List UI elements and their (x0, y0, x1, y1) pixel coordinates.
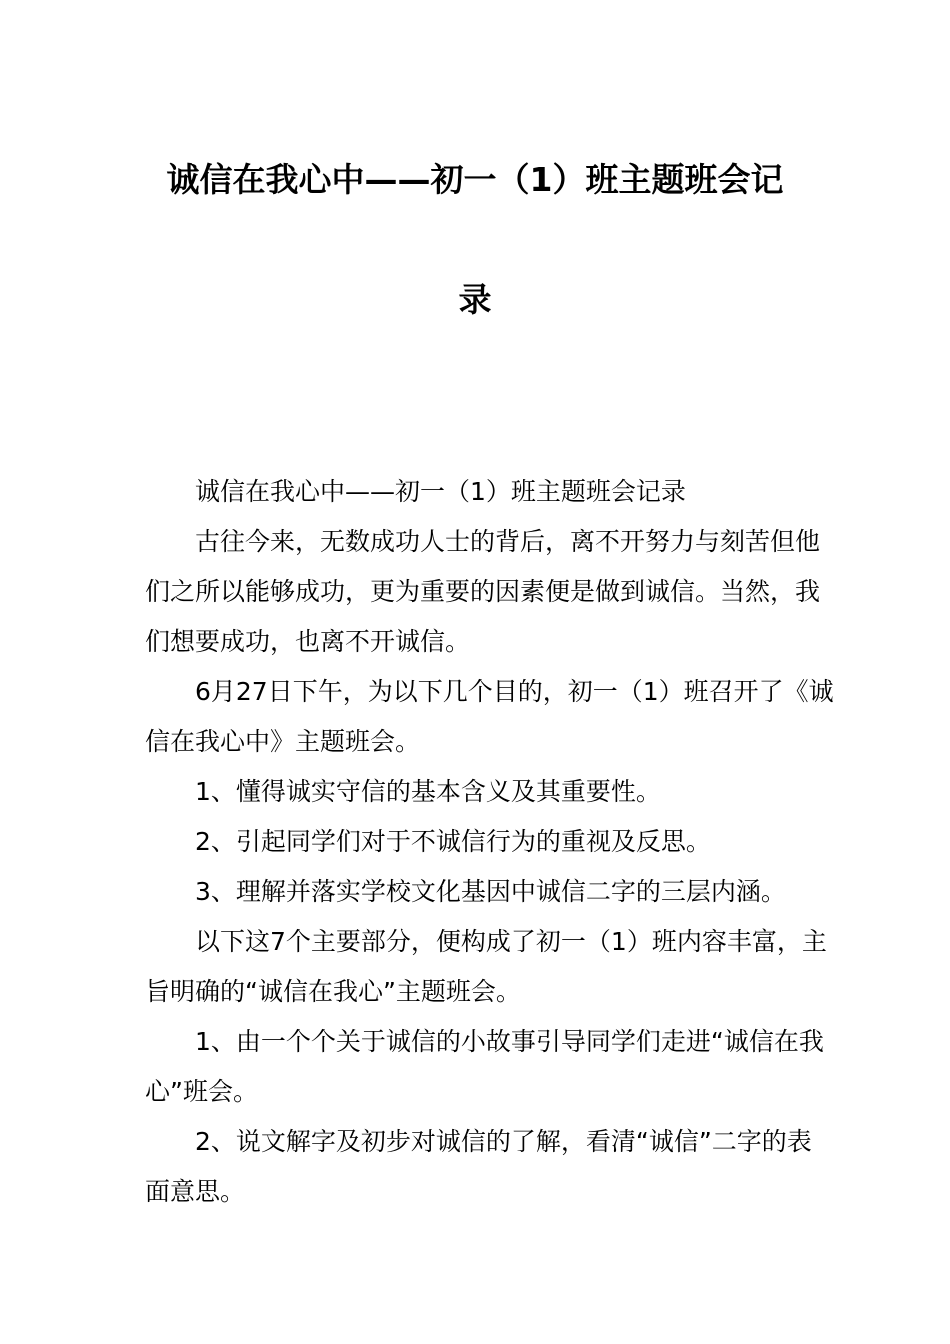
paragraph-part-1: 1、由一个个关于诚信的小故事引导同学们走进“诚信在我心”班会。 (145, 1027, 824, 1106)
paragraph-parts-intro: 以下这7个主要部分，便构成了初一（1）班内容丰富，主旨明确的“诚信在我心”主题班会。 (145, 927, 827, 1006)
paragraph-part-2: 2、说文解字及初步对诚信的了解，看清“诚信”二字的表面意思。 (145, 1127, 812, 1206)
paragraph-intro: 古往今来，无数成功人士的背后，离不开努力与刻苦但他们之所以能够成功，更为重要的因素便是做到诚信。当然，我们想要成功，也离不开诚信。 (145, 527, 821, 656)
document-body (145, 467, 835, 1217)
paragraph-goal-2: 2、引起同学们对于不诚信行为的重视及反思。 (195, 827, 711, 856)
paragraph-goal-3: 3、理解并落实学校文化基因中诚信二字的三层内涵。 (195, 877, 786, 906)
document-title: 诚信在我心中——初一（1）班主题班会记 (166, 160, 784, 199)
paragraph-meeting-date: 6月27日下午，为以下几个目的，初一（1）班召开了《诚信在我心中》主题班会。 (145, 677, 834, 756)
paragraph-goal-1: 1、懂得诚实守信的基本含义及其重要性。 (195, 777, 661, 806)
paragraph-subtitle: 诚信在我心中——初一（1）班主题班会记录 (195, 477, 686, 506)
document-title-continuation: 录 (458, 280, 492, 319)
